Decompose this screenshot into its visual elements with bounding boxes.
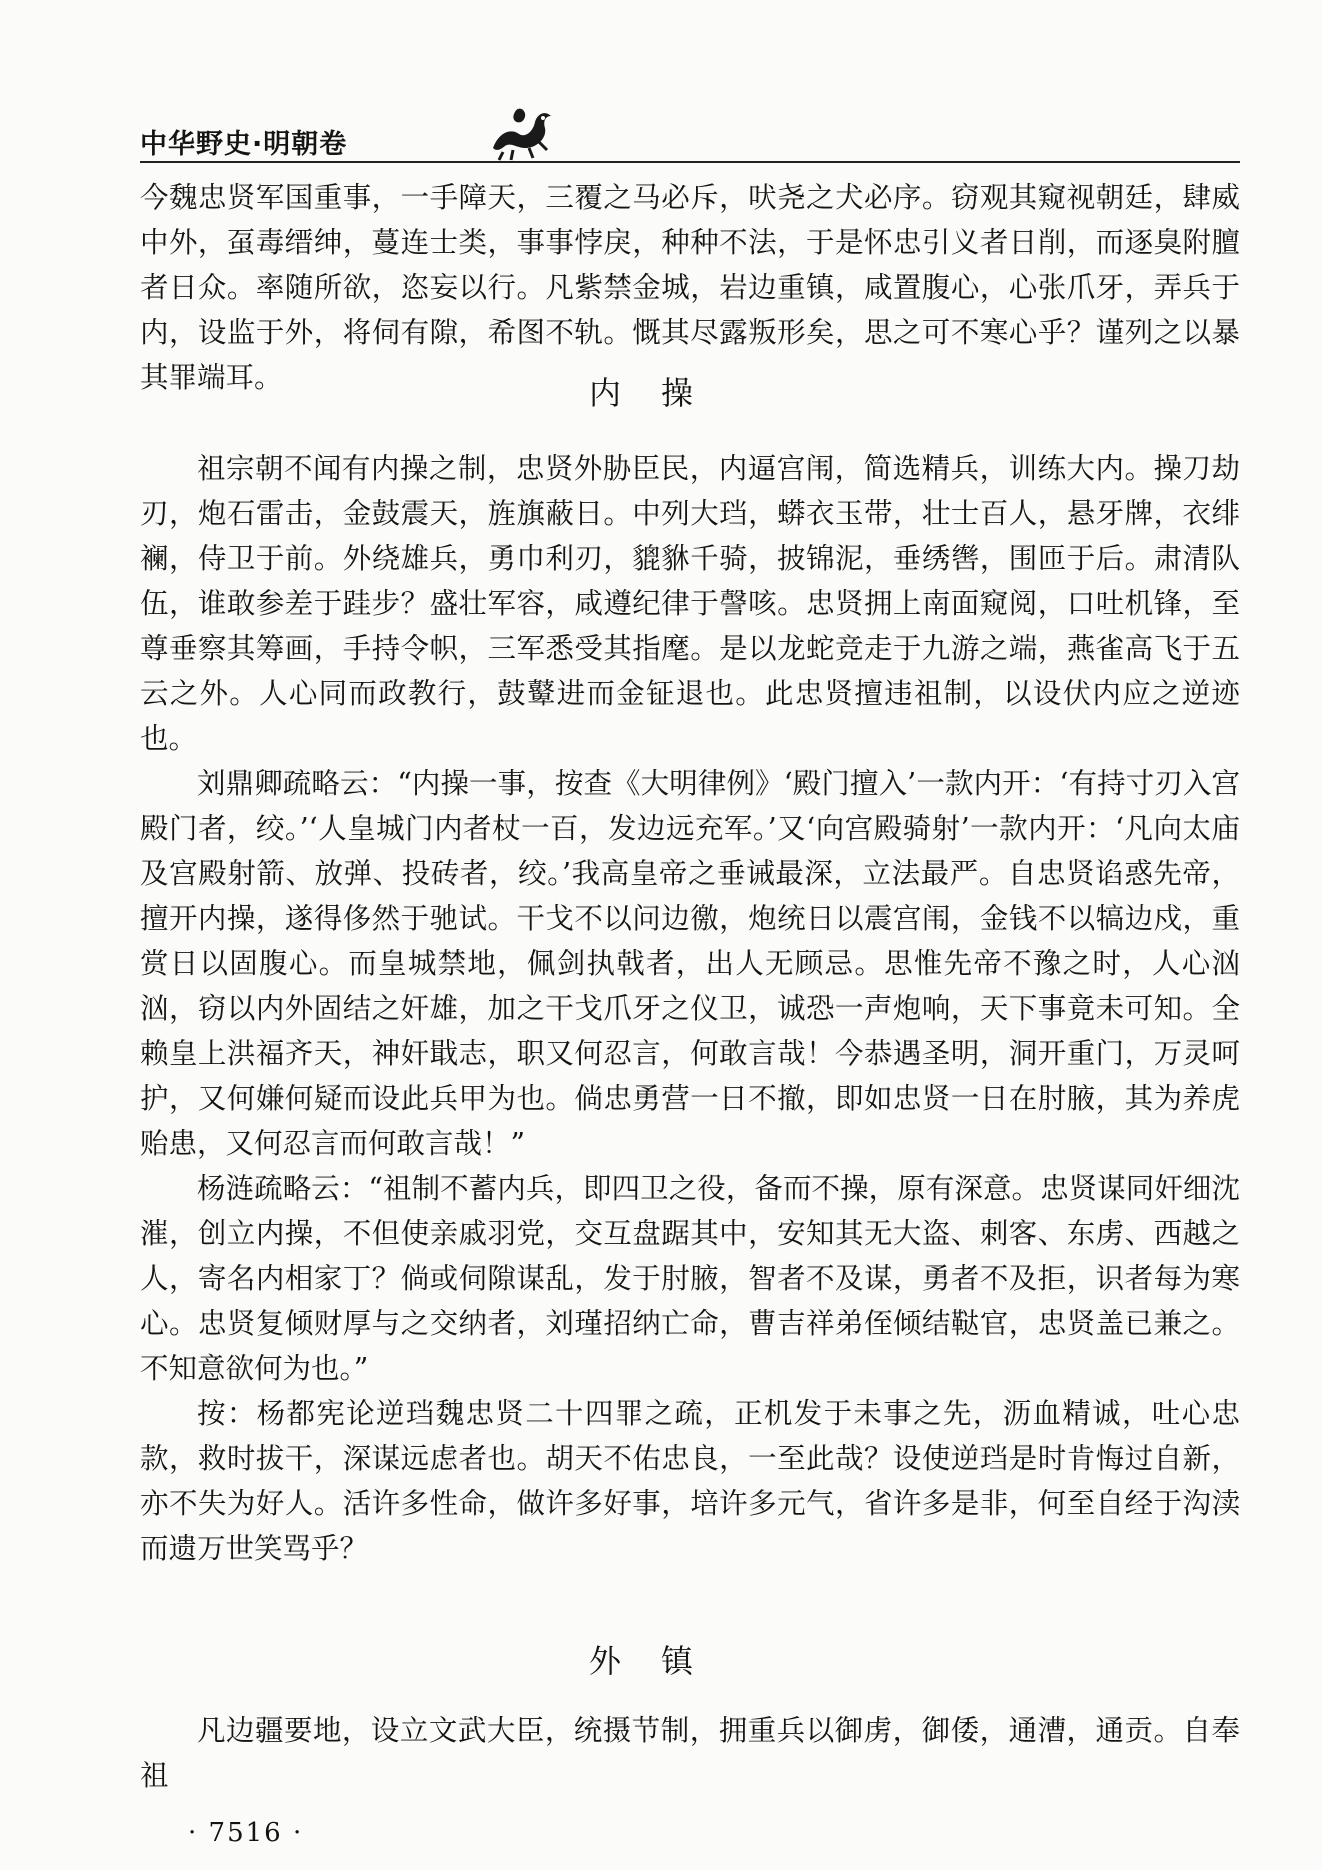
paragraph: 祖宗朝不闻有内操之制，忠贤外胁臣民，内逼宫闱，简选精兵，训练大内。操刀劫刃，炮石雷击，金鼓震天，旌旗蔽日。中列大珰，蟒衣玉带，壮士百人，悬牙牌，衣绯襕，侍卫于前。外绕雄兵，勇巾利刃，貔貅千骑，披锦泥，垂绣辔，围匝于后。肃清队伍，谁敢参差于跬步？盛壮军容，咸遵纪律于謦咳。忠贤拥上南面窥阅，口吐机锋，至尊垂察其筹画，手持令帜，三军悉受其指麾。是以龙蛇竞走于九游之端，燕雀高飞于五云之外。人心同而政教行，鼓鼙进而金钲退也。此忠贤擅违祖制，以设伏内应之逆迹也。 <box>140 452 1240 755</box>
dragon-emblem-icon <box>485 102 557 162</box>
paragraph: 今魏忠贤军国重事，一手障天，三覆之马必斥，吠尧之犬必序。窃观其窥视朝廷，肆威中外，虿毒缙绅，蔓连士类，事事悖戾，种种不法，于是怀忠引义者日削，而逐臭附膻者日众。率随所欲，恣妄以行。凡紫禁金城，岩边重镇，咸置腹心，心张爪牙，弄兵于内，设监于外，将伺有隙，希图不轨。慨其尽露叛形矣，思之可不寒心乎？谨列之以暴其罪端耳。 <box>140 181 1240 394</box>
paragraph: 杨涟疏略云：“祖制不蓄内兵，即四卫之役，备而不操，原有深意。忠贤谋同奸细沈漼，创立内操，不但使亲戚羽党，交互盘踞其中，安知其无大盗、刺客、东虏、西越之人，寄名内相家丁？倘或伺隙谋乱，发于肘腋，智者不及谋，勇者不及拒，识者每为寒心。忠贤复倾财厚与之交纳者，刘瑾招纳亡命，曹吉祥弟侄倾结鞑官，忠贤盖已兼之。不知意欲何为也。” <box>140 1172 1240 1385</box>
section-body-waizhen <box>140 1708 1240 1798</box>
section-title-neicao: 内操 <box>588 374 733 412</box>
section-title-waizhen: 外镇 <box>588 1642 733 1680</box>
paragraph: 凡边疆要地，设立文武大臣，统摄节制，拥重兵以御虏，御倭，通漕，通贡。自奉祖 <box>140 1714 1240 1792</box>
section-body-neicao <box>140 446 1240 1571</box>
paragraph: 刘鼎卿疏略云：“内操一事，按查《大明律例》‘殿门擅入’一款内开：‘有持寸刃入宫殿门者，绞。’‘人皇城门内者杖一百，发边远充军。’又‘向宫殿骑射’一款内开：‘凡向太庙及宫殿射箭、放弹、投砖者，绞。’我高皇帝之垂诫最深，立法最严。自忠贤谄惑先帝，擅开内操，遂得侈然于驰试。干戈不以问边徼，炮统日以震宫闱，金钱不以犒边戍，重赏日以固腹心。而皇城禁地，佩剑执戟者，出人无顾忌。思惟先帝不豫之时，人心汹汹，窃以内外固结之奸雄，加之干戈爪牙之仪卫，诚恐一声炮响，天下事竟未可知。全赖皇上洪福齐天，神奸戢志，职又何忍言，何敢言哉！今恭遇圣明，洞开重门，万灵呵护，又何嫌何疑而设此兵甲为也。倘忠勇营一日不撤，即如忠贤一日在肘腋，其为养虎贻患，又何忍言而何敢言哉！” <box>140 767 1240 1160</box>
book-title: 中华野史·明朝卷 <box>140 129 348 160</box>
paragraph: 按：杨都宪论逆珰魏忠贤二十四罪之疏，正机发于未事之先，沥血精诚，吐心忠款，救时拔干，深谋远虑者也。胡天不佑忠良，一至此哉？设使逆珰是时肯悔过自新，亦不失为好人。活许多性命，做许多好事，培许多元气，省许多是非，何至自经于沟渎而遗万世笑骂乎？ <box>140 1397 1240 1565</box>
running-header <box>140 118 1240 168</box>
header-rule <box>140 161 1240 163</box>
page-number: · 7516 · <box>188 1818 304 1848</box>
intro-paragraph <box>140 175 1240 400</box>
